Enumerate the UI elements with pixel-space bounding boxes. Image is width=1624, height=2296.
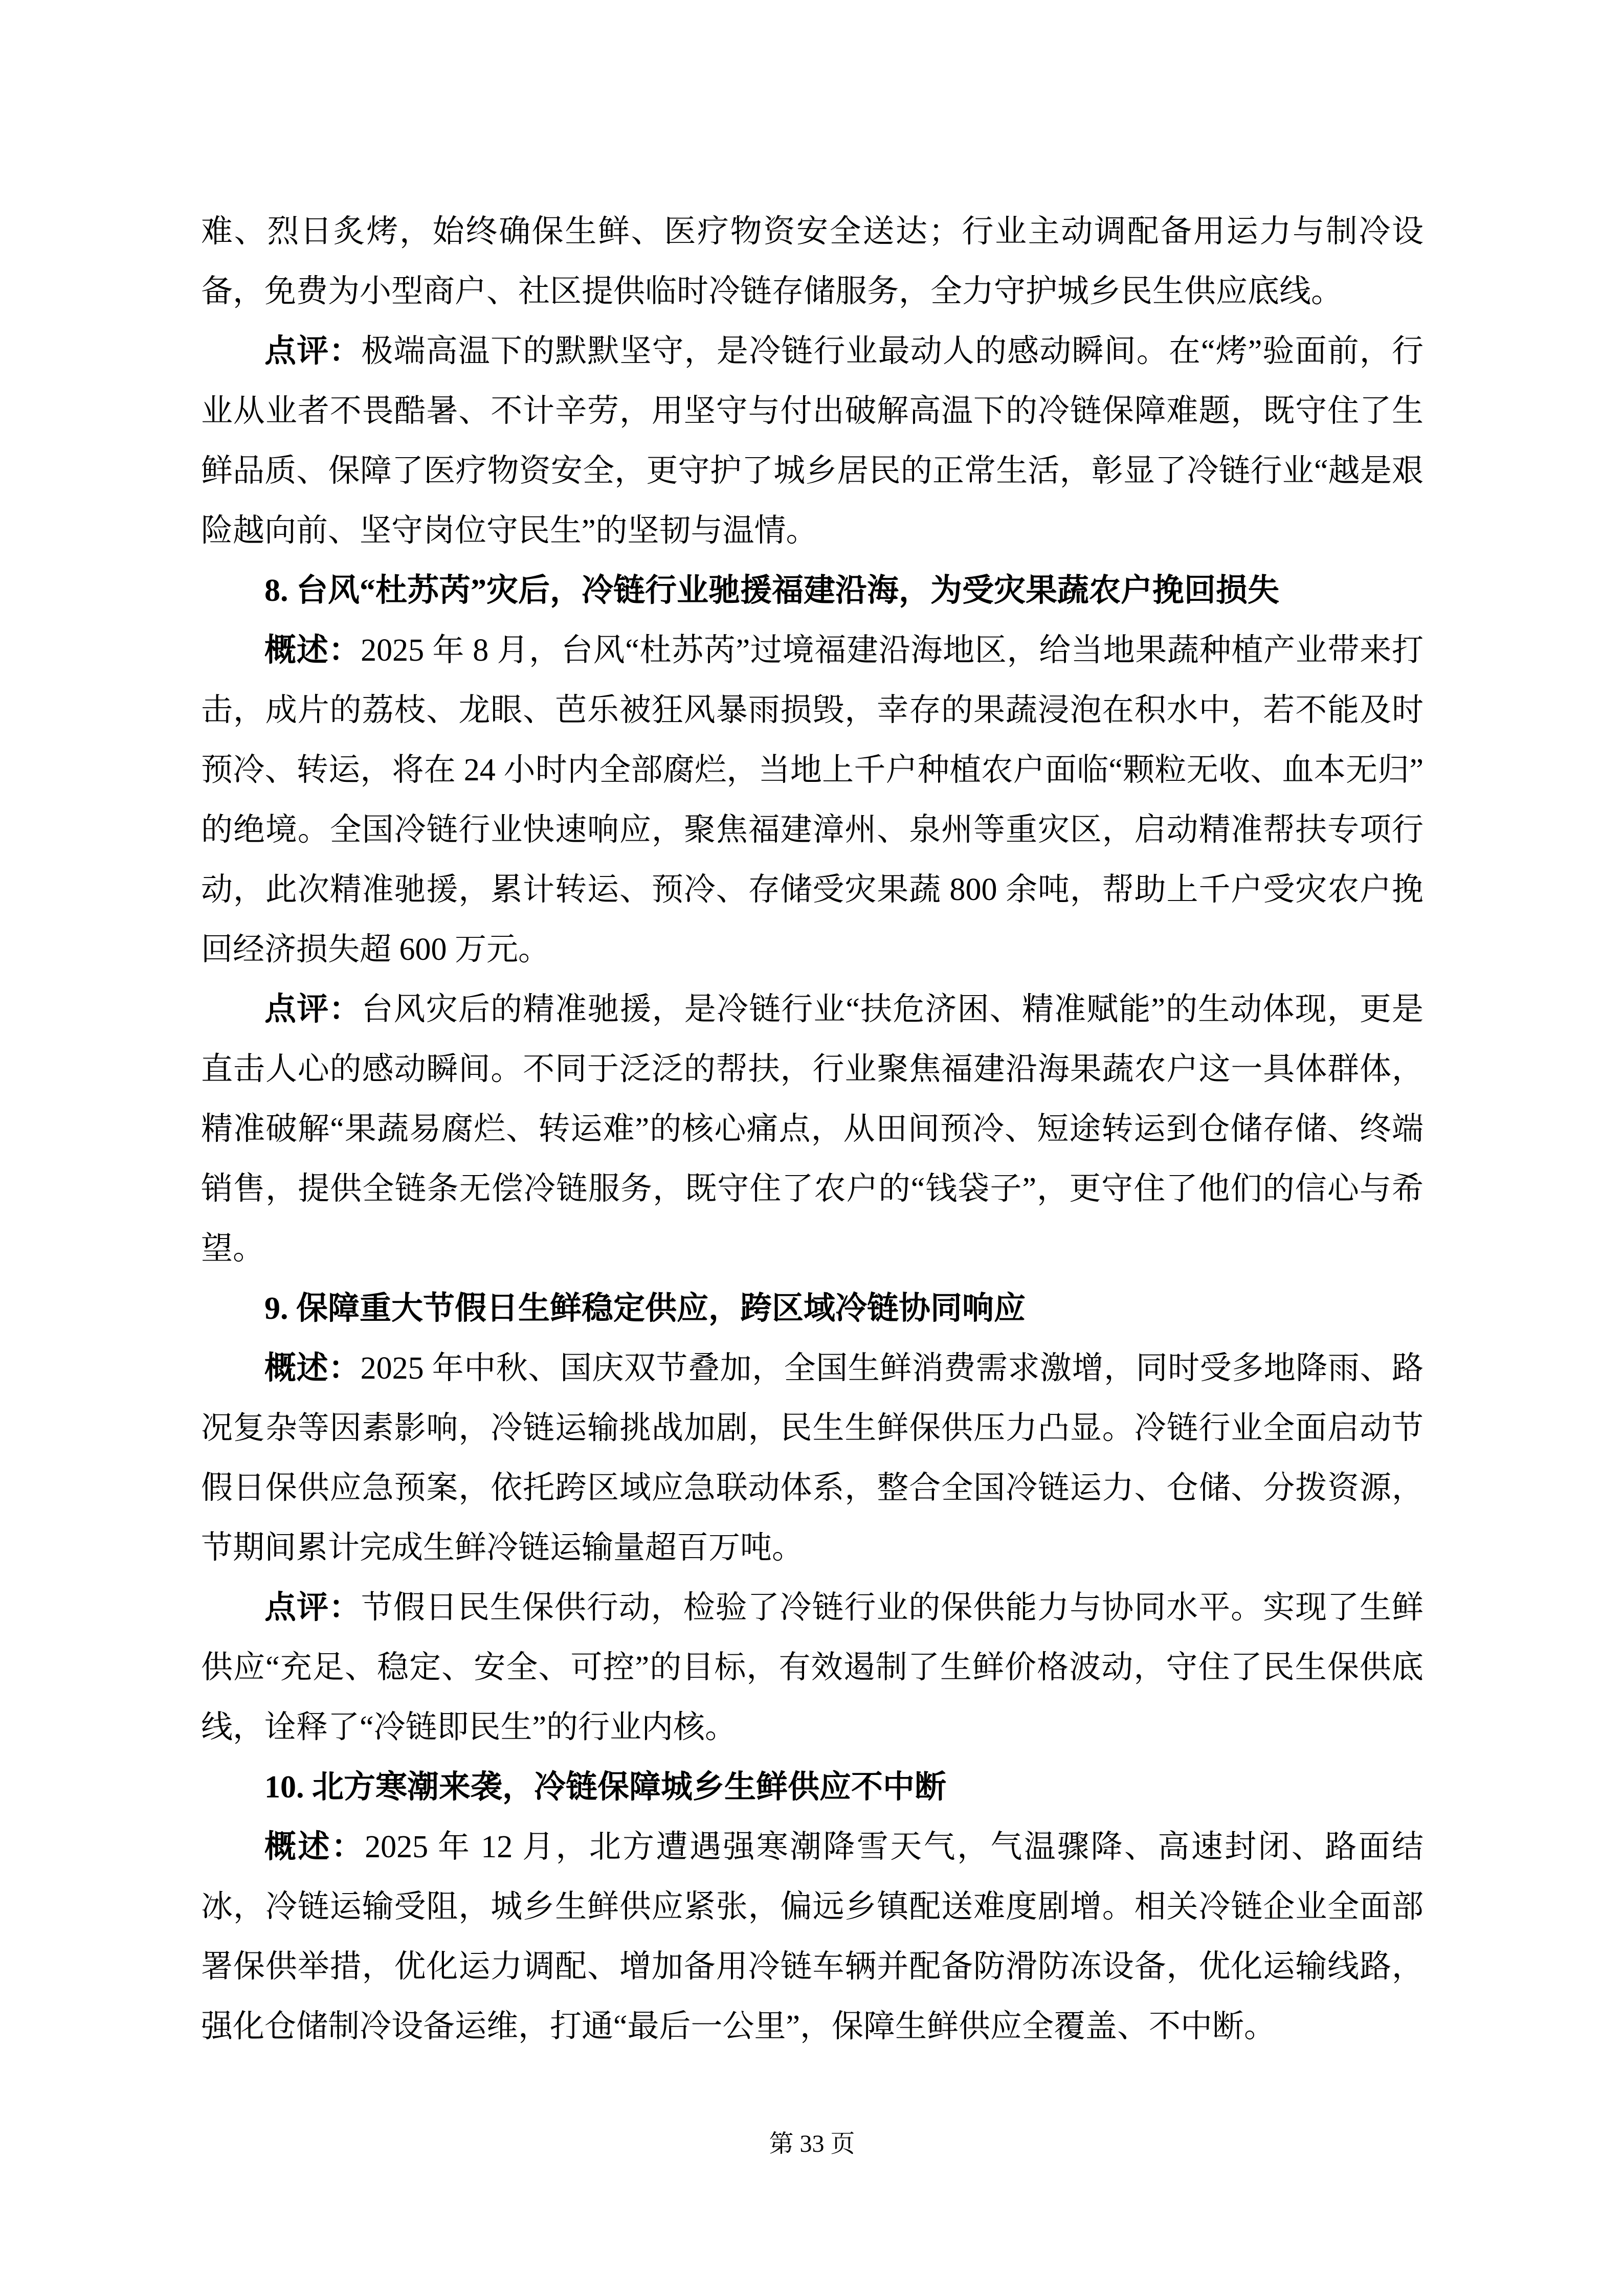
section-heading [201, 561, 1423, 621]
paragraph-text: 难、烈日炙烤，始终确保生鲜、医疗物资安全送达；行业主动调配备用运力与制冷设备，免费为小型商户、社区提供临时冷链存储服务，全力守护城乡民生供应底线。 [201, 214, 1423, 309]
paragraph [201, 1817, 1423, 2057]
paragraph-text: 2025 年 8 月，台风“杜苏芮”过境福建沿海地区，给当地果蔬种植产业带来打击，成片的荔枝、龙眼、芭乐被狂风暴雨损毁，幸存的果蔬浸泡在积水中，若不能及时预冷、转运，将在 24 小时内全部腐烂，当地上千户种植农户面临“颗粒无收、血本无归”的绝境。全国冷链行业快速响应，聚焦福建漳州、泉州等重灾区，启动精准帮扶专项行动，此次精准驰援，累计转运、预冷、存储受灾果蔬 800 余吨，帮助上千户受灾农户挽回经济损失超 600 万元。 [201, 633, 1423, 967]
paragraph-label: 点评： [264, 1590, 361, 1625]
paragraph-text: 2025 年中秋、国庆双节叠加，全国生鲜消费需求激增，同时受多地降雨、路况复杂等因素影响，冷链运输挑战加剧，民生生鲜保供压力凸显。冷链行业全面启动节假日保供应急预案，依托跨区域应急联动体系，整合全国冷链运力、仓储、分拨资源，节期间累计完成生鲜冷链运输量超百万吨。 [201, 1351, 1423, 1565]
paragraph-label: 点评： [264, 992, 362, 1027]
paragraph-text: 极端高温下的默默坚守，是冷链行业最动人的感动瞬间。在“烤”验面前，行业从业者不畏酷暑、不计辛劳，用坚守与付出破解高温下的冷链保障难题，既守住了生鲜品质、保障了医疗物资安全，更守护了城乡居民的正常生活，彰显了冷链行业“越是艰险越向前、坚守岗位守民生”的坚韧与温情。 [201, 334, 1423, 548]
paragraph-label: 点评： [264, 334, 362, 369]
section-heading [201, 1758, 1423, 1817]
paragraph-text: 节假日民生保供行动，检验了冷链行业的保供能力与协同水平。实现了生鲜供应“充足、稳定、安全、可控”的目标，有效遏制了生鲜价格波动，守住了民生保供底线，诠释了“冷链即民生”的行业内核。 [201, 1590, 1423, 1745]
section-heading-text: 9. 保障重大节假日生鲜稳定供应，跨区域冷链协同响应 [264, 1291, 1026, 1326]
paragraph-label: 概述： [264, 1830, 365, 1864]
document-body [201, 202, 1423, 2057]
paragraph [201, 1578, 1423, 1758]
paragraph-label: 概述： [264, 633, 361, 668]
section-heading-text: 10. 北方寒潮来袭，冷链保障城乡生鲜供应不中断 [264, 1770, 947, 1805]
page-number: 第 33 页 [769, 2130, 855, 2157]
section-heading-text: 8. 台风“杜苏芮”灾后，冷链行业驰援福建沿海，为受灾果蔬农户挽回损失 [264, 573, 1280, 608]
section-heading [201, 1279, 1423, 1339]
page-footer [0, 2126, 1624, 2162]
paragraph [201, 1339, 1423, 1578]
paragraph-text: 台风灾后的精准驰援，是冷链行业“扶危济困、精准赋能”的生动体现，更是直击人心的感动瞬间。不同于泛泛的帮扶，行业聚焦福建沿海果蔬农户这一具体群体，精准破解“果蔬易腐烂、转运难”的核心痛点，从田间预冷、短途转运到仓储存储、终端销售，提供全链条无偿冷链服务，既守住了农户的“钱袋子”，更守住了他们的信心与希望。 [201, 992, 1423, 1266]
paragraph [201, 621, 1423, 980]
paragraph-label: 概述： [264, 1351, 361, 1386]
paragraph [201, 980, 1423, 1279]
paragraph-text: 2025 年 12 月，北方遭遇强寒潮降雪天气，气温骤降、高速封闭、路面结冰，冷链运输受阻，城乡生鲜供应紧张，偏远乡镇配送难度剧增。相关冷链企业全面部署保供举措，优化运力调配、增加备用冷链车辆并配备防滑防冻设备，优化运输线路，强化仓储制冷设备运维，打通“最后一公里”，保障生鲜供应全覆盖、不中断。 [201, 1830, 1423, 2044]
paragraph [201, 322, 1423, 561]
paragraph [201, 202, 1423, 322]
